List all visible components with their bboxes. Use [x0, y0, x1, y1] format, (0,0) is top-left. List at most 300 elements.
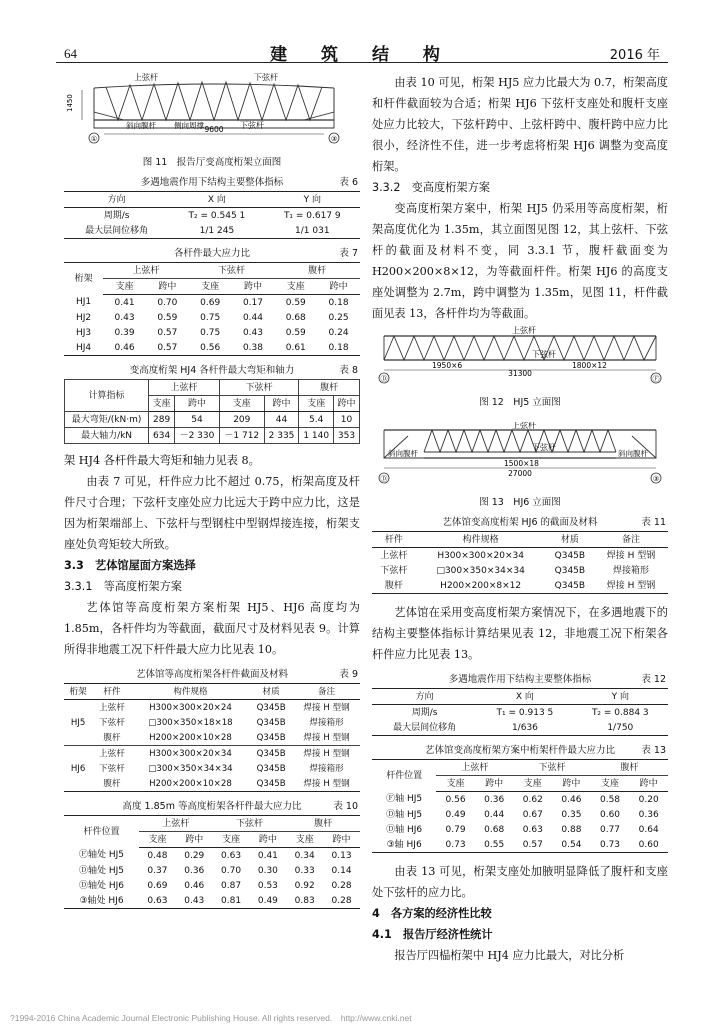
table-subheader: 跨中: [176, 832, 213, 848]
table-cell: 634: [149, 428, 175, 444]
table-cell: 0.56: [200, 342, 221, 353]
paragraph: 变高度桁架方案中，桁架 HJ5 仍采用等高度桁架，桁架高度优化为 1.35m，其立面图见图 12，其上弦杆、下弦杆的截面及材料不变，同 3.3.1 节，腹杆截面变为 H200×200×8×12，为等截面杆件。桁架 HJ6 的高度支座处调整为 2.7m，跨中调整为 1.35m，见图 11，杆件截面见表 13，各杆件均为等截面。: [372, 202, 668, 320]
table-subheader: 支座: [189, 279, 232, 295]
table-cell: □300×350×18×18: [148, 717, 233, 728]
table-11-number: 表 11: [641, 517, 666, 528]
table-row: [65, 428, 360, 444]
table-cell: Q345B: [554, 550, 586, 561]
table-cell: 0.36: [638, 809, 659, 820]
table-subheader: 跨中: [264, 396, 299, 412]
table-9-number: 表 9: [339, 669, 358, 680]
table-row: [64, 848, 360, 864]
table-cell: Q345B: [256, 748, 286, 759]
table-cell: 0.41: [257, 850, 278, 861]
fig11-height-label: 1450: [66, 94, 74, 112]
table-cell: Ⓓ轴 HJ5: [386, 809, 423, 820]
table-cell: 焊接 H 型钢: [303, 778, 350, 789]
table-row: [64, 715, 360, 730]
table-cell: Q345B: [554, 580, 586, 591]
table-cell: 焊接 H 型钢: [303, 732, 350, 743]
table-row: [64, 761, 360, 776]
table-cell: 1/1 031: [295, 225, 330, 236]
table-group-header: 上弦杆: [103, 263, 189, 279]
table-cell: Ⓕ轴 HJ5: [386, 794, 423, 805]
table-header: 桁架: [64, 684, 92, 700]
table-cell: －2 330: [175, 428, 220, 444]
table-cell: 0.70: [221, 865, 242, 876]
table-10-title: 高度 1.85m 等高度桁架各杆件最大应力比: [122, 801, 302, 812]
paragraph: 架 HJ4 各杆件最大弯矩和轴力见表 8。: [64, 454, 260, 467]
table-cell: 0.73: [445, 839, 466, 850]
copyright-footer: ?1994-2016 China Academic Journal Electronic Publishing House. All rights reserved. http://www.cnki.net: [10, 1013, 412, 1023]
table-group-header: 下弦杆: [189, 263, 275, 279]
table-9-title: 艺体馆等高度桁架各杆件截面及材料: [135, 669, 288, 680]
fig13-bottom-chord-label: 下弦杆: [532, 443, 556, 452]
figure-12-truss-drawing: [372, 324, 668, 386]
table-7-title: 各杆件最大应力比: [173, 248, 250, 259]
table-cell: 上弦杆: [99, 702, 125, 713]
table-row: [372, 563, 668, 578]
table-cell: 下弦杆: [99, 763, 125, 774]
page-number: 64: [64, 46, 77, 61]
table-cell: 0.92: [294, 880, 315, 891]
table-cell: 最大层间位移角: [85, 225, 149, 236]
table-header: 计算指标: [65, 380, 149, 412]
table-subheader: 跨中: [323, 832, 360, 848]
table-cell: Ⓓ轴处 HJ5: [79, 865, 125, 876]
table-subheader: 跨中: [175, 396, 220, 412]
table-subheader: 支座: [299, 396, 334, 412]
table-11-title: 艺体馆变高度桁架 HJ6 的截面及材料: [442, 517, 598, 528]
table-10: [64, 815, 360, 909]
table-cell: 下弦杆: [380, 565, 408, 576]
table-cell: 0.63: [147, 895, 168, 906]
table-cell: 0.70: [157, 297, 178, 308]
fig13-span: 27000: [508, 469, 532, 478]
table-header: 桁架: [74, 273, 93, 284]
fig13-seg: 1500×18: [504, 459, 539, 468]
table-subheader: 跨中: [232, 279, 275, 295]
table-cell: 1/636: [511, 722, 538, 733]
figure-11-truss-drawing: [64, 72, 360, 146]
fig11-bottom-chord-label: 下弦杆: [254, 73, 278, 82]
table-13-title: 艺体馆变高度桁架方案中桁架杆件最大应力比: [424, 745, 615, 756]
table-cell: T₁ = 0.913 5: [496, 707, 554, 718]
table-subheader: 支座: [219, 396, 264, 412]
table-7: [64, 262, 360, 356]
table-cell: 上弦杆: [99, 748, 125, 759]
fig11-diagonal-label: 斜向腹杆: [126, 121, 156, 130]
table-cell: 44: [264, 412, 299, 428]
table-row: [372, 822, 668, 837]
table-cell: 0.37: [147, 865, 168, 876]
table-cell: 289: [149, 412, 175, 428]
journal-year: 2016 年: [609, 48, 660, 63]
table-subheader: 跨中: [146, 279, 189, 295]
table-cell: 焊接 H 型钢: [606, 550, 656, 561]
table-10-caption: [64, 798, 360, 812]
table-subheader: 跨中: [552, 776, 591, 792]
table-cell: H300×300×20×34: [149, 748, 232, 759]
table-cell: 0.34: [294, 850, 315, 861]
table-group-header: 腹杆: [591, 760, 668, 776]
section-heading-text: 3.3 艺体馆屋面方案选择: [64, 559, 196, 572]
table-group-header: 上弦杆: [139, 816, 213, 832]
table-cell: 0.41: [114, 297, 135, 308]
table-row: [64, 730, 360, 746]
table-cell: □300×350×34×34: [436, 565, 525, 576]
table-cell: ③轴处 HJ6: [79, 895, 124, 906]
table-header: 构件规格: [132, 684, 249, 700]
table-cell: 0.46: [184, 880, 205, 891]
table-subheader: 跨中: [317, 279, 360, 295]
table-cell: 0.43: [184, 895, 205, 906]
table-cell: 0.62: [522, 794, 543, 805]
table-cell: 1 140: [299, 428, 334, 444]
table-cell: Q345B: [256, 732, 286, 743]
table-9: [64, 683, 360, 792]
table-cell: 0.48: [147, 850, 168, 861]
table-cell: 0.60: [638, 839, 659, 850]
table-cell: H200×200×10×28: [149, 732, 232, 743]
table-cell: 焊接箱形: [309, 717, 344, 728]
table-header: 杆件: [92, 684, 132, 700]
table-cell: 0.56: [445, 794, 466, 805]
table-cell: 0.77: [599, 824, 621, 835]
table-6: [64, 191, 360, 239]
table-cell: HJ1: [76, 297, 92, 308]
table-cell: 0.25: [328, 312, 349, 323]
table-11-caption: [372, 514, 668, 528]
table-row: [64, 878, 360, 893]
table-group-cell: HJ6: [70, 763, 86, 774]
table-cell: 0.38: [242, 342, 263, 353]
section-heading: [64, 555, 360, 576]
fig11-axis-right: ③: [330, 135, 338, 143]
section-heading: [372, 903, 668, 924]
table-header: 杆件: [372, 532, 416, 548]
paragraph: 由表 13 可见，桁架支座处加腋明显降低了腹杆和支座处下弦杆的应力比。: [372, 865, 668, 899]
table-cell: 0.28: [331, 895, 352, 906]
table-cell: H200×200×8×12: [440, 580, 522, 591]
table-cell: 0.61: [285, 342, 306, 353]
table-row: [372, 720, 668, 736]
table-12-body: [372, 705, 668, 736]
table-8: [64, 379, 360, 444]
table-cell: 0.20: [638, 794, 659, 805]
table-cell: 0.43: [242, 327, 263, 338]
table-header: 材质: [546, 532, 594, 548]
table-cell: 最大层间位移角: [393, 722, 457, 733]
left-column: [64, 72, 360, 909]
table-subheader: 支座: [436, 776, 475, 792]
table-row: [64, 208, 360, 224]
table-cell: 0.60: [599, 809, 621, 820]
table-cell: 0.87: [221, 880, 242, 891]
table-row: [64, 325, 360, 340]
table-cell: 0.57: [157, 327, 178, 338]
table-cell: 0.49: [257, 895, 278, 906]
table-cell: Q345B: [256, 717, 286, 728]
table-cell: 0.69: [147, 880, 168, 891]
table-cell: 0.64: [638, 824, 659, 835]
table-cell: 0.73: [599, 839, 621, 850]
page-header: [56, 32, 668, 63]
table-13: [372, 759, 668, 853]
fig12-axis-left: Ⓓ: [380, 375, 388, 383]
table-cell: Q345B: [256, 702, 286, 713]
table-row: [372, 578, 668, 594]
table-cell: T₁ = 0.617 9: [283, 210, 341, 221]
table-row: [372, 792, 668, 808]
table-cell: 0.33: [294, 865, 315, 876]
fig13-top-chord-label: 上弦杆: [512, 422, 536, 430]
table-cell: Ⓓ轴处 HJ6: [79, 880, 125, 891]
table-row: [64, 310, 360, 325]
fig12-axis-right: Ⓕ: [652, 375, 660, 383]
table-cell: 0.30: [257, 865, 278, 876]
table-row: [64, 863, 360, 878]
table-cell: ③轴 HJ6: [386, 839, 422, 850]
table-8-body: [65, 412, 360, 444]
table-cell: 0.39: [114, 327, 135, 338]
table-cell: 0.53: [257, 880, 278, 891]
table-cell: 0.28: [331, 880, 352, 891]
table-subheader: 支座: [139, 832, 176, 848]
table-cell: 0.43: [114, 312, 135, 323]
table-cell: 0.58: [599, 794, 621, 805]
table-cell: 353: [334, 428, 360, 444]
table-cell: 0.44: [484, 809, 505, 820]
table-cell: 0.46: [561, 794, 582, 805]
table-subheader: 支座: [591, 776, 630, 792]
table-group-header: 腹杆: [274, 263, 360, 279]
table-8-title: 变高度桁架 HJ4 各杆件最大弯矩和轴力: [129, 365, 295, 376]
fig11-side-support-label: 侧向周撑: [174, 121, 204, 130]
table-cell: 10: [334, 412, 360, 428]
table-cell: 腹杆: [103, 778, 121, 789]
paragraph: 报告厅四榀桁架中 HJ4 应力比最大，对比分析: [394, 949, 625, 962]
table-cell: 焊接箱形: [613, 565, 650, 576]
table-cell: 0.18: [328, 342, 349, 353]
table-cell: 腹杆: [103, 732, 121, 743]
table-7-body: [64, 295, 360, 356]
table-row: [64, 776, 360, 792]
table-cell: 最大轴力/kN: [65, 428, 149, 444]
table-cell: 0.18: [328, 297, 349, 308]
subsection-heading: [372, 924, 668, 945]
table-6-number: 表 6: [339, 177, 358, 188]
table-cell: 0.17: [242, 297, 263, 308]
table-header: 方向: [372, 689, 477, 705]
table-9-body: [64, 700, 360, 792]
table-cell: 周期/s: [411, 707, 438, 718]
table-subheader: 支座: [274, 279, 317, 295]
table-header: 构件规格: [416, 532, 546, 548]
table-cell: 0.57: [157, 342, 178, 353]
table-header: Y 向: [573, 689, 668, 705]
table-8-number: 表 8: [339, 365, 358, 376]
table-cell: H300×300×20×34: [437, 550, 524, 561]
table-12-number: 表 12: [641, 674, 666, 685]
table-cell: Q345B: [256, 763, 286, 774]
table-row: [372, 807, 668, 822]
fig12-span: 31300: [508, 369, 532, 378]
table-header: Y 向: [265, 192, 360, 208]
table-cell: 0.63: [522, 824, 543, 835]
figure-13-caption: 图 13 HJ6 立面图: [479, 497, 561, 508]
table-cell: T₂ = 0.545 1: [188, 210, 246, 221]
table-cell: 1/1 245: [199, 225, 235, 236]
table-cell: 0.46: [114, 342, 135, 353]
table-11: [372, 531, 668, 594]
table-group-header: 腹杆: [286, 816, 360, 832]
table-subheader: 支座: [213, 832, 250, 848]
figure-13-truss-drawing: [372, 422, 668, 486]
fig12-seg-right: 1800×12: [572, 361, 607, 370]
table-cell: 0.55: [484, 839, 505, 850]
table-group-header: 上弦杆: [436, 760, 513, 776]
fig11-top-chord-label: 上弦杆: [134, 73, 158, 82]
table-cell: 周期/s: [103, 210, 130, 221]
paragraph: 由表 10 可见，桁架 HJ5 应力比最大为 0.7，桁架高度和杆件截面较为合适；桁架 HJ6 下弦杆支座处和腹杆支座处应力比较大，下弦杆跨中、上弦杆跨中、腹杆跨中应力比很小，经济性不佳，进一步考虑将桁架 HJ6 调整为变高度桁架。: [372, 76, 668, 173]
table-cell: 焊接 H 型钢: [303, 702, 350, 713]
table-13-number: 表 13: [641, 745, 666, 756]
table-subheader: 跨中: [334, 396, 360, 412]
table-12-caption: [372, 671, 668, 685]
table-cell: 下弦杆: [99, 717, 125, 728]
table-cell: 0.35: [561, 809, 582, 820]
table-cell: 0.13: [331, 850, 352, 861]
table-cell: 0.88: [561, 824, 582, 835]
table-cell: 0.68: [285, 312, 306, 323]
table-subheader: 支座: [286, 832, 323, 848]
table-row: [64, 223, 360, 239]
table-group-cell: HJ5: [70, 717, 86, 728]
table-cell: Ⓓ轴 HJ6: [386, 824, 423, 835]
fig13-axis-right: ③: [652, 475, 660, 483]
paragraph: 由表 7 可见，杆件应力比不超过 0.75，桁架高度及杆件尺寸合理；下弦杆支座处应力比远大于跨中应力比，这是因为桁架端部上、下弦杆与型钢柱中型钢焊接连接，桁架支座处负弯矩较大所致。: [64, 475, 360, 551]
table-cell: 0.68: [484, 824, 505, 835]
table-cell: 0.75: [200, 312, 221, 323]
table-subheader: 支座: [513, 776, 552, 792]
table-subheader: 跨中: [629, 776, 668, 792]
table-row: [64, 893, 360, 909]
fig13-diagonal-left: 斜向腹杆: [388, 449, 418, 458]
table-cell: H300×300×20×24: [149, 702, 232, 713]
fig11-span-label: 9600: [204, 125, 224, 134]
paragraph: 艺体馆在采用变高度桁架方案情况下，在多遇地震下的结构主要整体指标计算结果见表 12，非地震工况下桁架各杆件应力比见表 13。: [372, 606, 668, 661]
table-cell: 0.67: [522, 809, 543, 820]
fig13-diagonal-right: 斜向腹杆: [618, 449, 648, 458]
table-header: 备注: [594, 532, 668, 548]
table-cell: 5.4: [299, 412, 334, 428]
table-11-body: [372, 548, 668, 594]
table-cell: 0.14: [331, 865, 352, 876]
table-cell: 上弦杆: [380, 550, 408, 561]
table-cell: H200×200×10×28: [149, 778, 232, 789]
table-subheader: 跨中: [475, 776, 514, 792]
table-row: [64, 295, 360, 311]
fig13-axis-left: Ⓓ: [380, 475, 388, 483]
figure-11-caption: 图 11 报告厅变高度桁架立面图: [142, 157, 282, 168]
table-row: [372, 548, 668, 564]
table-cell: Q345B: [256, 778, 286, 789]
table-12: [372, 688, 668, 736]
table-header: 杆件位置: [83, 826, 120, 837]
right-column: [372, 72, 668, 966]
table-7-number: 表 7: [339, 248, 358, 259]
table-cell: 0.29: [184, 850, 205, 861]
subsection-heading-text: 4.1 报告厅经济性统计: [372, 928, 493, 941]
table-cell: 焊接箱形: [309, 763, 344, 774]
table-cell: 0.57: [522, 839, 543, 850]
table-6-title: 多遇地震作用下结构主要整体指标: [140, 177, 284, 188]
table-cell: 0.36: [484, 794, 505, 805]
table-cell: T₂ = 0.884 3: [591, 707, 649, 718]
table-9-caption: [64, 666, 360, 680]
table-cell: 0.59: [285, 327, 306, 338]
table-6-caption: [64, 174, 360, 188]
table-header: X 向: [169, 192, 264, 208]
fig12-seg-left: 1950×6: [432, 361, 463, 370]
table-cell: 0.79: [445, 824, 466, 835]
table-group-header: 下弦杆: [219, 380, 298, 396]
figure-12-caption: 图 12 HJ5 立面图: [479, 397, 561, 408]
table-header: 材质: [249, 684, 293, 700]
table-8-caption: [64, 362, 360, 376]
table-group-header: 下弦杆: [213, 816, 287, 832]
table-cell: 0.59: [157, 312, 178, 323]
table-cell: 2 335: [264, 428, 299, 444]
fig11-bottom-chord-label-2: 下弦杆: [240, 121, 264, 130]
table-cell: 0.75: [200, 327, 221, 338]
subsection-heading: 3.3.1 等高度桁架方案: [64, 580, 182, 593]
table-cell: 0.54: [561, 839, 582, 850]
table-header: 杆件位置: [386, 770, 423, 781]
table-cell: 54: [175, 412, 220, 428]
table-group-header: 上弦杆: [149, 380, 220, 396]
table-10-number: 表 10: [333, 801, 358, 812]
table-subheader: 支座: [149, 396, 175, 412]
fig12-top-chord-label: 上弦杆: [512, 326, 536, 335]
table-cell: 1/750: [607, 722, 634, 733]
table-group-header: 下弦杆: [513, 760, 590, 776]
table-row: [64, 700, 360, 716]
table-7-caption: [64, 245, 360, 259]
table-cell: 0.49: [445, 809, 466, 820]
table-cell: 0.44: [242, 312, 263, 323]
table-cell: 0.69: [200, 297, 221, 308]
table-cell: 0.63: [221, 850, 242, 861]
table-cell: －1 712: [219, 428, 264, 444]
table-cell: 焊接 H 型钢: [606, 580, 656, 591]
table-cell: 腹杆: [384, 580, 403, 591]
fig11-axis-left: ①: [90, 135, 98, 143]
table-cell: 0.81: [221, 895, 242, 906]
fig12-bottom-chord-label: 下弦杆: [532, 350, 556, 359]
table-12-title: 多遇地震作用下结构主要整体指标: [448, 674, 592, 685]
table-row: [64, 746, 360, 762]
table-10-body: [64, 848, 360, 909]
table-cell: 最大弯矩/(kN·m): [65, 412, 149, 428]
paragraph: 艺体馆等高度桁架方案桁架 HJ5、HJ6 高度均为 1.85m，各杆件均为等截面，截面尺寸及材料见表 9。计算所得非地震工况下杆件最大应力比见表 10。: [64, 601, 360, 656]
table-cell: HJ2: [76, 312, 92, 323]
section-heading-text: 4 各方案的经济性比较: [372, 907, 492, 920]
table-13-body: [372, 792, 668, 853]
table-cell: 209: [219, 412, 264, 428]
table-group-header: 腹杆: [299, 380, 360, 396]
